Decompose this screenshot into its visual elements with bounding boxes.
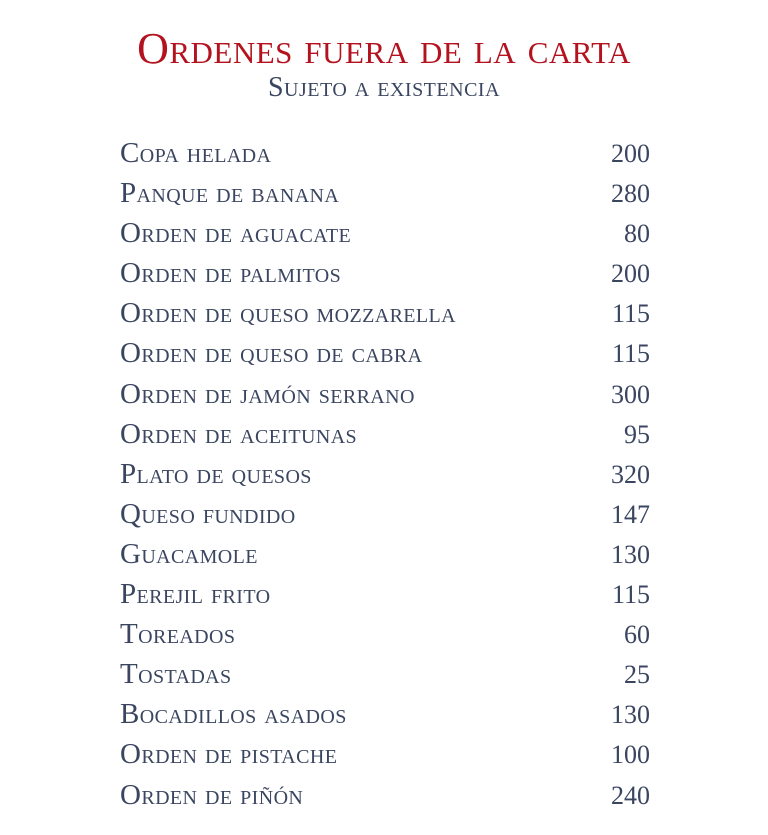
menu-item <box>120 133 650 173</box>
menu-item <box>120 454 650 494</box>
menu-item <box>120 173 650 213</box>
menu-item <box>120 253 650 293</box>
menu-item-name: Orden de queso mozzarella <box>120 297 457 330</box>
menu-item-price: 115 <box>611 580 650 610</box>
menu-item <box>120 494 650 534</box>
menu-item-name: Orden de aguacate <box>120 217 352 250</box>
menu-item <box>120 333 650 373</box>
menu-item-price: 300 <box>611 379 650 409</box>
menu-item-name: Perejil frito <box>120 578 271 611</box>
menu-item-price: 80 <box>624 219 650 249</box>
menu-item-price: 95 <box>624 419 650 449</box>
menu-item <box>120 694 650 734</box>
menu-item-price: 130 <box>611 700 650 730</box>
menu-item-name: Copa helada <box>120 137 272 169</box>
menu-item-price: 147 <box>611 499 650 529</box>
menu-subtitle: Sujeto a existencia <box>267 72 501 103</box>
menu-item-price: 115 <box>611 339 650 369</box>
menu-item <box>120 213 650 253</box>
menu-item-name: Orden de jamón serrano <box>120 377 415 410</box>
menu-item-price: 280 <box>611 179 650 209</box>
menu-item-price: 115 <box>611 299 650 329</box>
menu-item-price: 100 <box>611 740 650 770</box>
menu-item-name: Toreados <box>120 618 236 651</box>
menu-item <box>120 534 650 574</box>
menu-item-name: Queso fundido <box>120 497 296 530</box>
menu-item <box>120 414 650 454</box>
menu-item-name: Tostadas <box>120 658 232 691</box>
menu-item-name: Orden de queso de cabra <box>120 337 423 370</box>
menu-item-name: Orden de aceitunas <box>120 417 358 450</box>
menu-item-name: Guacamole <box>120 537 258 570</box>
menu-item-price: 240 <box>611 780 650 810</box>
menu-item <box>120 775 650 815</box>
menu-title: Ordenes fuera de la carta <box>137 24 631 73</box>
menu-item <box>120 734 650 774</box>
menu-item-name: Orden de pistache <box>120 738 338 771</box>
menu-item-price: 60 <box>624 620 650 650</box>
menu-item-name: Bocadillos asados <box>120 698 347 731</box>
menu-item-price: 130 <box>611 539 650 569</box>
menu-item-list <box>120 133 650 815</box>
menu-item-name: Panque de banana <box>120 177 340 210</box>
menu-item-name: Orden de piñón <box>120 778 304 811</box>
menu-item-name: Orden de palmitos <box>120 257 342 290</box>
menu-item-price: 200 <box>611 139 650 168</box>
menu-item <box>120 614 650 654</box>
menu-item <box>120 374 650 414</box>
menu-item-name: Plato de quesos <box>120 457 312 490</box>
menu-item-price: 25 <box>624 660 650 690</box>
menu-item <box>120 574 650 614</box>
menu-item <box>120 654 650 694</box>
menu-item-price: 320 <box>611 459 650 489</box>
menu-item <box>120 293 650 333</box>
menu-item-price: 200 <box>611 259 650 289</box>
